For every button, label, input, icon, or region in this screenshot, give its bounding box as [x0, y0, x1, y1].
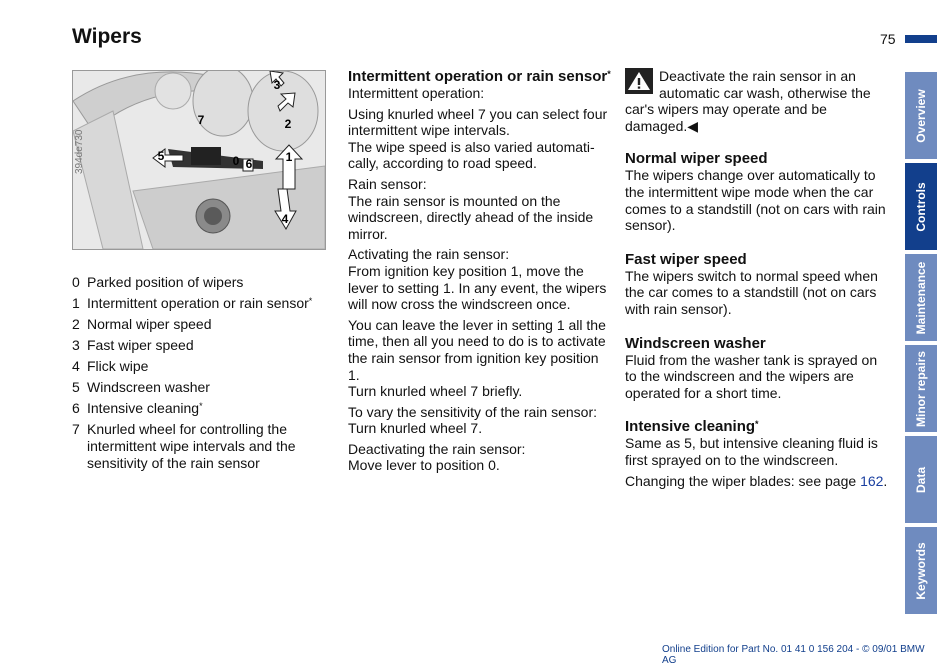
callout-0: 0: [232, 154, 240, 168]
callout-3: 3: [273, 78, 281, 92]
figure-code: 394de730: [74, 129, 85, 174]
tab-minor-repairs[interactable]: [905, 345, 937, 432]
column-intermittent-operation: [348, 68, 614, 478]
paragraph: From ignition key position 1, move the lever to setting 1. In any event, the wipers will now cross the windscreen once.: [348, 262, 607, 313]
legend-number: 0: [72, 274, 80, 290]
tab-label: Maintenance: [914, 261, 928, 334]
legend-item: [72, 293, 337, 314]
callout-6: 6: [245, 157, 253, 171]
end-mark: ◀: [687, 117, 699, 134]
legend-text: Windscreen washer: [87, 379, 210, 395]
callout-5: 5: [157, 149, 165, 163]
punctuation: .: [883, 472, 888, 489]
cross-reference-text: Changing the wiper blades: see page: [625, 472, 861, 489]
heading-text: Intermittent operation or rain sensor: [348, 68, 608, 85]
callout-7: 7: [197, 113, 205, 127]
footer-edition: Online Edition for Part No. 01 41 0 156 204 - © 09/01 BMW AG: [662, 644, 925, 666]
tab-label: Data: [914, 466, 928, 493]
page-number: 75: [880, 31, 896, 47]
tab-label: Overview: [914, 88, 928, 143]
legend-item: [72, 356, 337, 377]
page-link[interactable]: 162: [860, 472, 884, 489]
footnote-star: *: [199, 401, 203, 411]
wiper-lever-illustration: [72, 70, 326, 250]
legend-item: [72, 335, 337, 356]
legend-number: 2: [72, 316, 80, 332]
paragraph: Activating the rain sensor:: [348, 246, 510, 263]
paragraph: Same as 5, but intensive cleaning fluid is first sprayed on to the windscreen.: [625, 435, 878, 468]
legend-number: 1: [72, 295, 80, 311]
legend-number: 3: [72, 337, 80, 353]
tab-overview[interactable]: [905, 72, 937, 159]
paragraph: Turn knurled wheel 7 briefly.: [348, 383, 523, 400]
warning-icon: [625, 68, 653, 94]
legend-text: Intermittent operation or rain sensor: [87, 295, 309, 311]
paragraph: The rain sensor is mounted on the windscreen, directly ahead of the inside mirror.: [348, 192, 594, 242]
legend-item: [72, 272, 337, 293]
page-number-bar: [905, 35, 937, 43]
tab-label: Controls: [914, 181, 928, 232]
legend-item: [72, 398, 337, 419]
tab-label: Minor repairs: [914, 350, 928, 427]
legend-number: 5: [72, 379, 80, 395]
legend-text: Parked position of wipers: [87, 274, 244, 290]
legend-item: [72, 377, 337, 398]
tab-maintenance[interactable]: [905, 254, 937, 341]
section-heading: Fast wiper speed: [625, 250, 747, 268]
paragraph: Rain sensor:: [348, 175, 427, 192]
legend-item: [72, 419, 337, 472]
figure-legend: [72, 272, 337, 472]
legend-number: 4: [72, 358, 80, 374]
paragraph: The wipe speed is also varied automati-cally, according to road speed.: [348, 138, 595, 172]
legend-text: Knurled wheel for controlling the intermittent wipe intervals and the sensitivity of the rain sensor: [87, 421, 296, 471]
tab-keywords[interactable]: [905, 527, 937, 614]
section-heading: Normal wiper speed: [625, 150, 768, 168]
legend-text: Flick wipe: [87, 358, 149, 374]
legend-number: 7: [72, 421, 80, 437]
callout-2: 2: [284, 117, 292, 131]
paragraph: Fluid from the washer tank is sprayed on to the windscreen and the wipers are operated for a short time.: [625, 351, 878, 401]
footnote-star: *: [755, 419, 759, 430]
section-heading: Windscreen washer: [625, 334, 766, 352]
column-wiper-speeds: [625, 68, 889, 493]
paragraph: The wipers switch to normal speed when the car comes to a standstill (not on cars with rain sensor).: [625, 267, 878, 317]
paragraph: Turn knurled wheel 7.: [348, 420, 483, 437]
callout-1: 1: [285, 150, 293, 164]
warning-text: Deactivate the rain sensor in an automatic car wash, otherwise the car's wipers may operate and be damaged.: [625, 68, 871, 134]
paragraph: You can leave the lever in setting 1 all the time, then all you need to do is to activate the rain sensor from ignition key position 1.: [348, 316, 606, 383]
legend-text: Fast wiper speed: [87, 337, 194, 353]
section-heading: [625, 418, 889, 435]
legend-text: Normal wiper speed: [87, 316, 212, 332]
warning-note: [625, 68, 889, 134]
tab-label: Keywords: [914, 541, 928, 600]
paragraph: Deactivating the rain sensor:: [348, 440, 526, 457]
tab-controls[interactable]: [905, 163, 937, 250]
callout-4: 4: [281, 212, 289, 226]
footnote-star: *: [308, 296, 313, 306]
tab-data[interactable]: [905, 436, 937, 523]
footnote-star: *: [607, 69, 611, 79]
legend-text: Intensive cleaning: [87, 400, 200, 416]
paragraph: Using knurled wheel 7 you can select four intermittent wipe intervals.: [348, 105, 608, 139]
paragraph: To vary the sensitivity of the rain sensor:: [348, 403, 597, 420]
heading-text: Intensive cleaning: [625, 418, 756, 436]
legend-item: [72, 314, 337, 335]
paragraph: Intermittent operation:: [348, 85, 485, 101]
paragraph: Move lever to position 0.: [348, 457, 500, 474]
section-heading: [348, 68, 614, 85]
paragraph: [625, 473, 889, 490]
page-title: Wipers: [72, 25, 142, 48]
paragraph: The wipers change over automatically to the intermittent wipe mode when the car comes to a standstill (not on cars with rain sensor).: [625, 167, 886, 234]
legend-number: 6: [72, 400, 80, 416]
